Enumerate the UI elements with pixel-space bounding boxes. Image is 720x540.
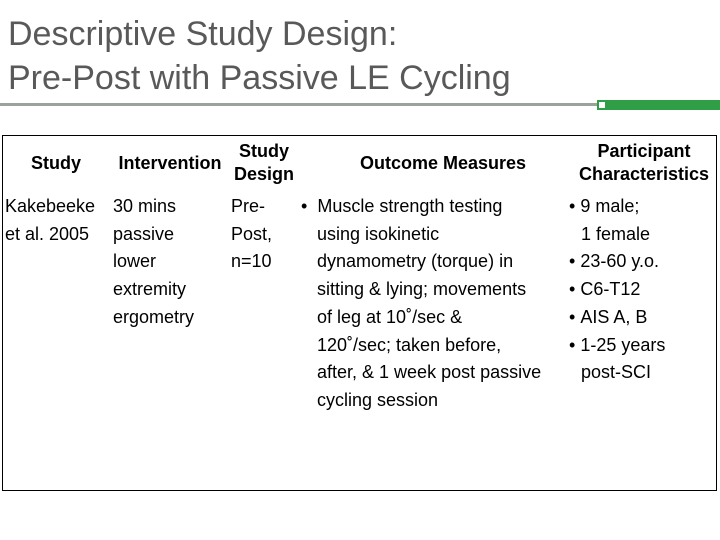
divider-square-icon [597,100,607,110]
participant-item [569,304,717,332]
outcome-line: after, & 1 week post passive [317,362,542,383]
design-line: Post, [231,223,273,244]
header-outcome: Outcome Measures [359,153,527,173]
header-design-line2: Design [233,164,294,184]
outcome-line: Muscle strength testing [317,196,503,216]
outcome-line: cycling session [317,389,439,410]
participant-item [569,193,717,221]
divider-green-bar [600,100,720,110]
participant-item [569,276,717,304]
bullet-icon: • [569,334,576,355]
cell-outcome [301,193,567,415]
participant-text: C6-T12 [580,279,641,300]
intervention-line: passive [113,223,175,244]
study-table [2,135,717,491]
cell-design [231,193,301,276]
header-design-line1: Study [238,141,289,161]
cell-participant [569,193,717,387]
bullet-icon: • [301,196,308,216]
header-study: Study [30,153,81,173]
bullet-icon: • [569,251,576,272]
outcome-line: dynamometry (torque) in [317,251,514,272]
outcome-line: using isokinetic [317,223,440,244]
title-divider [0,100,720,118]
study-line: et al. 2005 [5,223,90,244]
outcome-line: sitting & lying; movements [317,279,527,300]
participant-text: post-SCI [581,362,652,383]
title-line-1: Descriptive Study Design: [8,15,398,53]
participant-item [569,332,717,360]
divider-gray-bar [0,103,600,106]
participant-text: AIS A, B [580,306,648,327]
title-line-2: Pre-Post with Passive LE Cycling [8,59,511,97]
design-line: n=10 [231,251,272,272]
intervention-line: ergometry [113,306,195,327]
bullet-icon: • [569,306,576,327]
cell-study [5,193,109,248]
outcome-line: 120˚/sec; taken before, [317,334,502,355]
header-intervention: Intervention [118,153,222,173]
slide-title [8,12,648,100]
header-participant-line2: Characteristics [578,164,710,184]
participant-text: 1-25 years [580,334,666,355]
participant-text: 23-60 y.o. [580,251,660,272]
participant-text: 1 female [581,223,651,244]
participant-text: 9 male; [580,196,640,216]
bullet-icon: • [569,196,576,216]
intervention-line: 30 mins [113,196,177,216]
header-design [229,140,299,186]
outcome-first-line [301,193,567,221]
outcome-line: of leg at 10˚/sec & [317,306,463,327]
participant-item [569,248,717,276]
study-line: Kakebeeke [5,196,96,216]
cell-intervention [113,193,229,332]
intervention-line: extremity [113,279,187,300]
bullet-icon: • [569,279,576,300]
header-participant-line1: Participant [597,141,691,161]
header-participant [569,140,719,186]
intervention-line: lower [113,251,157,272]
design-line: Pre- [231,196,266,216]
